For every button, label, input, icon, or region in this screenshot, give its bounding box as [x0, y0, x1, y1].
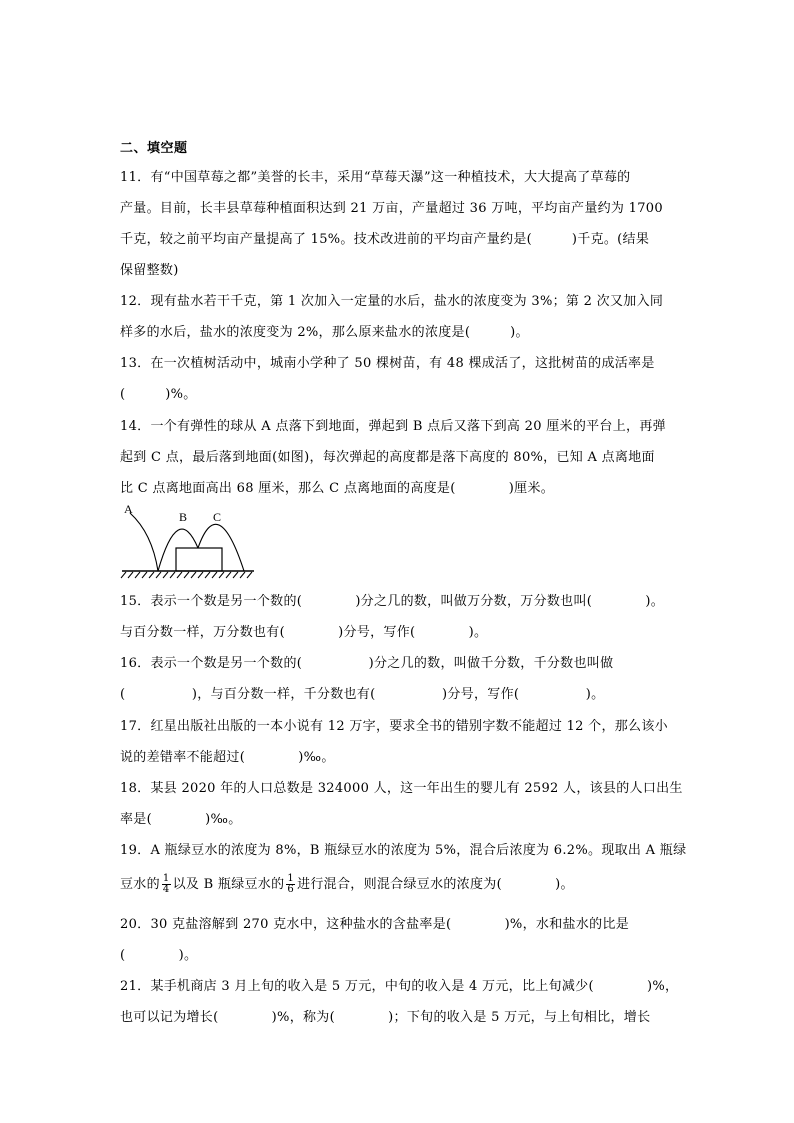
question-18-line-2: 率是( )‰。 — [120, 812, 242, 827]
label-c: C — [213, 510, 222, 524]
question-15-line-1: 15．表示一个数是另一个数的( )分之几的数，叫做万分数，万分数也叫( )。 — [120, 594, 665, 609]
fraction-one-sixth — [286, 874, 295, 895]
question-11-line-4: 保留整数) — [120, 263, 179, 278]
question-21-line-2: 也可以记为增长( )%，称为( )；下旬的收入是 5 万元，与上旬相比，增长 — [120, 1010, 651, 1025]
question-16-line-2: ( )，与百分数一样，千分数也有( )分号，写作( )。 — [120, 687, 605, 702]
question-17-line-2: 说的差错率不能超过( )‰。 — [120, 750, 335, 765]
bounce-path-b — [158, 529, 198, 571]
question-11-line-3: 千克，较之前平均亩产量提高了 15%。技术改进前的平均亩产量约是( )千克。(结果 — [120, 232, 650, 247]
section-title: 二、填空题 — [120, 141, 188, 156]
question-14-line-3: 比 C 点离地面高出 68 厘米，那么 C 点离地面的高度是( )厘米。 — [120, 481, 555, 496]
drop-path-a — [130, 513, 158, 571]
question-20-line-2: ( )。 — [120, 948, 198, 963]
fraction-denominator: 6 — [287, 884, 295, 895]
question-14-line-2: 起到 C 点，最后落到地面(如图)，每次弹起的高度都是落下高度的 80%，已知 A 点离地面 — [120, 450, 655, 465]
question-18-line-1: 18．某县 2020 年的人口总数是 324000 人，这一年出生的婴儿有 2592 人，该县的人口出生 — [120, 781, 683, 796]
ground-hatching — [121, 572, 252, 578]
question-19-line-1: 19．A 瓶绿豆水的浓度为 8%，B 瓶绿豆水的浓度为 5%，混合后浓度为 6.2%。现取出 A 瓶绿 — [120, 843, 687, 858]
question-11-line-1: 11．有“中国草莓之都”美誉的长丰，采用“草莓天瀑”这一种植技术，大大提高了草莓的 — [120, 170, 631, 185]
question-11-line-2: 产量。目前，长丰县草莓种植面积达到 21 万亩，产量超过 36 万吨，平均亩产量约为 1700 — [120, 201, 663, 216]
q19-text-1: 豆水的 — [120, 877, 160, 892]
question-20-line-1: 20．30 克盐溶解到 270 克水中，这种盐水的含盐率是( )%，水和盐水的比是 — [120, 917, 629, 932]
ball-bounce-figure — [120, 503, 260, 581]
label-a: A — [124, 503, 133, 516]
question-12-line-1: 12．现有盐水若干千克，第 1 次加入一定量的水后，盐水的浓度变为 3%；第 2 次又加入同 — [120, 294, 664, 309]
question-12-line-2: 样多的水后，盐水的浓度变为 2%，那么原来盐水的浓度是( )。 — [120, 325, 529, 340]
question-17-line-1: 17．红星出版社出版的一本小说有 12 万字，要求全书的错别字数不能超过 12 个，那么该小 — [120, 719, 668, 734]
question-16-line-1: 16．表示一个数是另一个数的( )分之几的数，叫做千分数，千分数也叫做 — [120, 656, 614, 671]
question-15-line-2: 与百分数一样，万分数也有( )分号，写作( )。 — [120, 625, 488, 640]
question-21-line-1: 21．某手机商店 3 月上旬的收入是 5 万元，中旬的收入是 4 万元，比上旬减少( )%， — [120, 979, 679, 994]
label-b: B — [179, 510, 188, 524]
platform — [176, 548, 222, 571]
question-13-line-1: 13．在一次植树活动中，城南小学种了 50 棵树苗，有 48 棵成活了，这批树苗的成活率是 — [120, 356, 655, 371]
q19-text-2: 以及 B 瓶绿豆水的 — [172, 877, 285, 892]
question-13-line-2: ( )%。 — [120, 387, 197, 402]
question-14-line-1: 14．一个有弹性的球从 A 点落下到地面，弹起到 B 点后又落下到高 20 厘米的平台上，再弹 — [120, 419, 666, 434]
fraction-numerator: 1 — [162, 873, 170, 884]
question-19-line-2 — [120, 874, 680, 895]
fraction-denominator: 4 — [162, 884, 170, 895]
fraction-numerator: 1 — [287, 873, 295, 884]
fraction-one-fourth — [162, 874, 171, 895]
q19-text-3: 进行混合，则混合绿豆水的浓度为( )。 — [297, 877, 574, 892]
